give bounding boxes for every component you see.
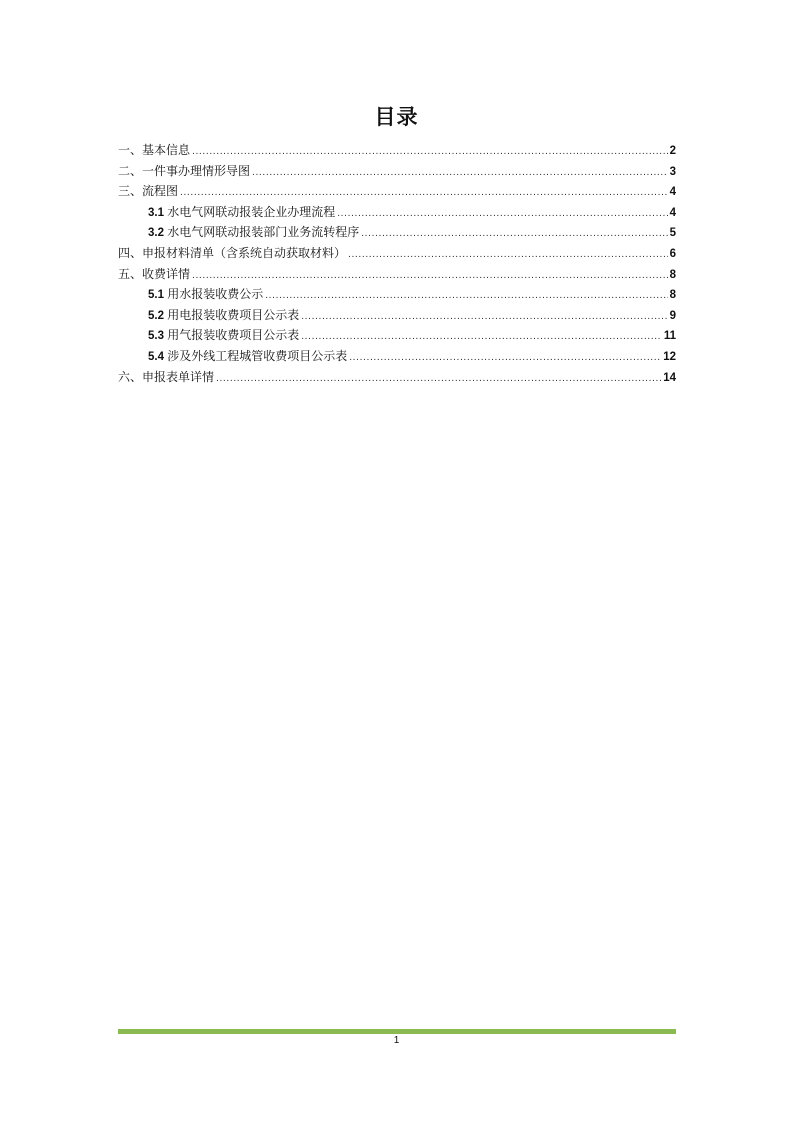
toc-entry[interactable]: [118, 367, 676, 388]
page-number: 1: [393, 1035, 400, 1046]
toc-leader-dots: [301, 327, 662, 348]
toc-entry-title: 5.3 用气报装收费项目公示表: [148, 328, 300, 343]
toc-page-number: 14: [663, 371, 676, 384]
toc-entry[interactable]: [118, 140, 676, 161]
toc-entry[interactable]: [118, 161, 676, 182]
table-of-contents: [118, 140, 676, 387]
toc-subentry[interactable]: [118, 202, 676, 223]
toc-leader-dots: [337, 204, 667, 225]
toc-page-number: 9: [669, 309, 676, 322]
toc-leader-dots: [361, 224, 667, 245]
toc-leader-dots: [180, 183, 668, 204]
toc-leader-dots: [301, 307, 667, 328]
toc-subentry[interactable]: [118, 325, 676, 346]
toc-entry-title: 3.1 水电气网联动报装企业办理流程: [148, 204, 336, 219]
toc-page-number: 8: [669, 268, 676, 281]
toc-page-number: 4: [669, 186, 676, 199]
toc-entry[interactable]: [118, 181, 676, 202]
toc-entry-title: 一、基本信息: [118, 143, 191, 157]
toc-subentry[interactable]: [118, 346, 676, 367]
toc-page-number: 3: [669, 165, 676, 178]
toc-entry-title: 5.1 用水报装收费公示: [148, 287, 264, 302]
toc-subentry[interactable]: [118, 222, 676, 243]
toc-heading: 目录: [374, 105, 419, 129]
toc-entry-title: 三、流程图: [118, 184, 179, 199]
toc-leader-dots: [265, 286, 667, 307]
toc-page-number: 6: [669, 247, 676, 260]
toc-entry-title: 四、申报材料清单（含系统自动获取材料）: [118, 245, 347, 260]
toc-page-number: 8: [669, 289, 676, 302]
toc-leader-dots: [348, 245, 668, 266]
toc-page-number: 4: [669, 206, 676, 219]
toc-entry-title: 五、收费详情: [118, 266, 191, 281]
toc-entry-title: 5.2 用电报装收费项目公示表: [148, 307, 300, 322]
toc-entry[interactable]: [118, 264, 676, 285]
toc-entry-title: 5.4 涉及外线工程城管收费项目公示表: [148, 348, 348, 363]
toc-page-number: 5: [669, 227, 676, 240]
toc-entry-title: 二、一件事办理情形导图: [118, 163, 251, 178]
toc-page-number: 11: [663, 330, 676, 343]
toc-leader-dots: [349, 348, 661, 369]
toc-subentry[interactable]: [118, 284, 676, 305]
toc-leader-dots: [192, 142, 668, 163]
toc-entry[interactable]: [118, 243, 676, 264]
toc-leader-dots: [192, 266, 668, 287]
toc-entry-title: 3.2 水电气网联动报装部门业务流转程序: [148, 225, 360, 240]
toc-leader-dots: [216, 369, 661, 390]
toc-page-number: 12: [663, 350, 676, 363]
toc-leader-dots: [252, 163, 668, 184]
toc-subentry[interactable]: [118, 305, 676, 326]
toc-entry-title: 六、申报表单详情: [118, 369, 215, 384]
toc-page-number: 2: [669, 145, 676, 157]
